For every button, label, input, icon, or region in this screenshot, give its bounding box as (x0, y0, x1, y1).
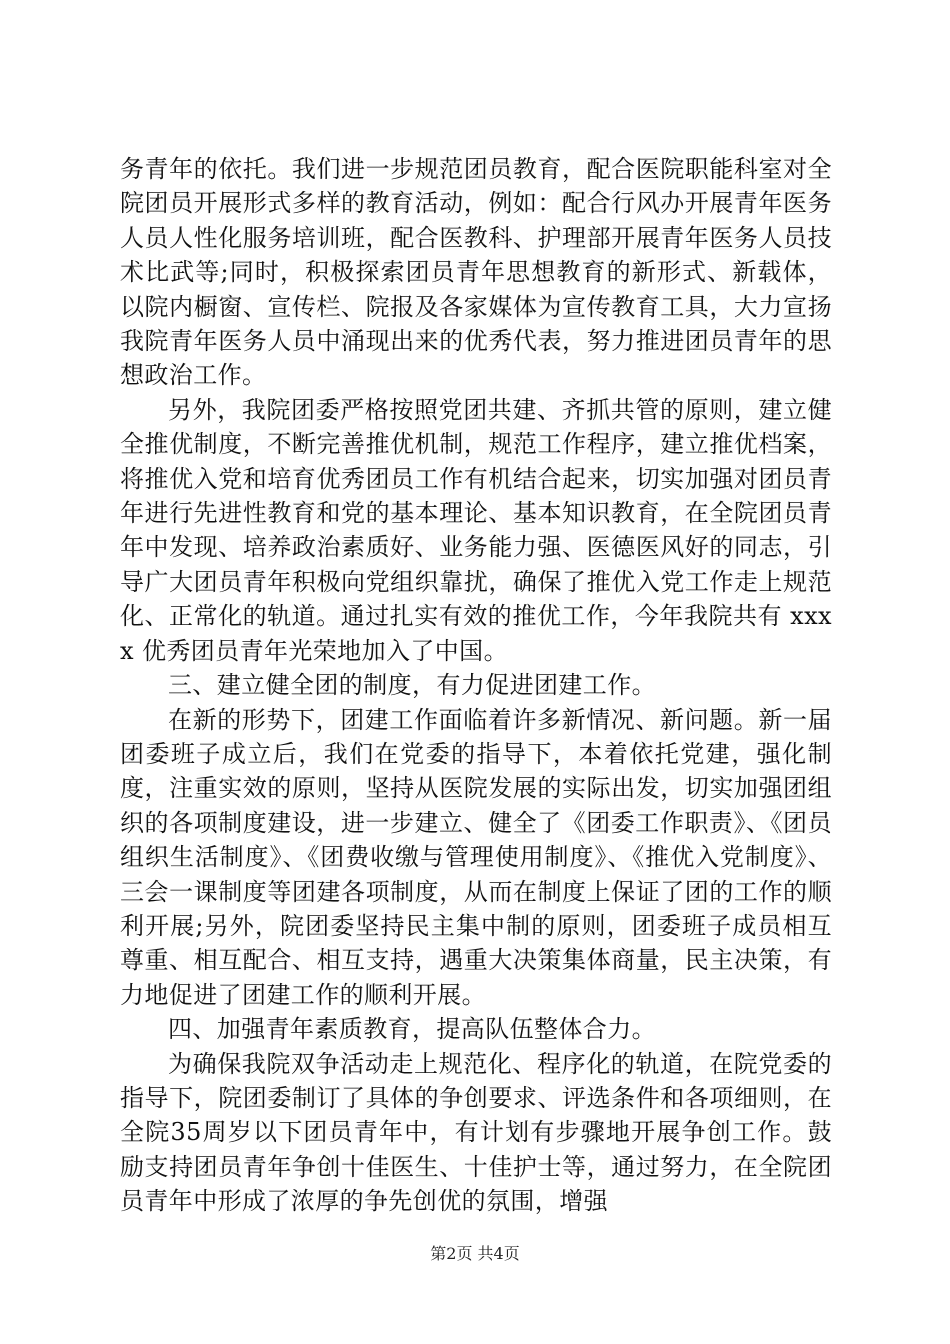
document-body (120, 152, 832, 1219)
paragraph-recommendation: 另外，我院团委严格按照党团共建、齐抓共管的原则，建立健全推优制度，不断完善推优机制，规范工作程序，建立推优档案，将推优入党和培育优秀团员工作有机结合起来，切实加强对团员青年进行先进性教育和党的基本理论、基本知识教育，在全院团员青年中发现、培养政治素质好、业务能力强、医德医风好的同志，引导广大团员青年积极向党组织靠扰，确保了推优入党工作走上规范化、正常化的轨道。通过扎实有效的推优工作，今年我院共有 xxxx 优秀团员青年光荣地加入了中国。 (120, 395, 832, 665)
section-heading-4: 四、加强青年素质教育，提高队伍整体合力。 (168, 1015, 656, 1044)
paragraph-system-building: 在新的形势下，团建工作面临着许多新情况、新问题。新一届团委班子成立后，我们在党委的指导下，本着依托党建，强化制度，注重实效的原则，坚持从医院发展的实际出发，切实加强团组织的各项制度建设，进一步建立、健全了《团委工作职责》、《团员组织生活制度》、《团费收缴与管理使用制度》、《推优入党制度》、三会一课制度等团建各项制度，从而在制度上保证了团的工作的顺利开展;另外，院团委坚持民主集中制的原则，团委班子成员相互尊重、相互配合、相互支持，遇重大决策集体商量，民主决策，有力地促进了团建工作的顺利开展。 (120, 705, 832, 1009)
page-footer: 第2页 共4页 (430, 1244, 520, 1263)
paragraph-continuation: 务青年的依托。我们进一步规范团员教育，配合医院职能科室对全院团员开展形式多样的教育活动，例如：配合行风办开展青年医务人员人性化服务培训班，配合医教科、护理部开展青年医务人员技术比武等;同时，积极探索团员青年思想教育的新形式、新载体，以院内橱窗、宣传栏、院报及各家媒体为宣传教育工具，大力宣扬我院青年医务人员中涌现出来的优秀代表，努力推进团员青年的思想政治工作。 (120, 155, 832, 390)
paragraph-competition: 为确保我院双争活动走上规范化、程序化的轨道，在院党委的指导下，院团委制订了具体的争创要求、评选条件和各项细则，在全院35周岁以下团员青年中，有计划有步骤地开展争创工作。鼓励支持团员青年争创十佳医生、十佳护士等，通过努力，在全院团员青年中形成了浓厚的争先创优的氛围，增强 (120, 1049, 832, 1216)
section-heading-3: 三、建立健全团的制度，有力促进团建工作。 (168, 671, 656, 700)
